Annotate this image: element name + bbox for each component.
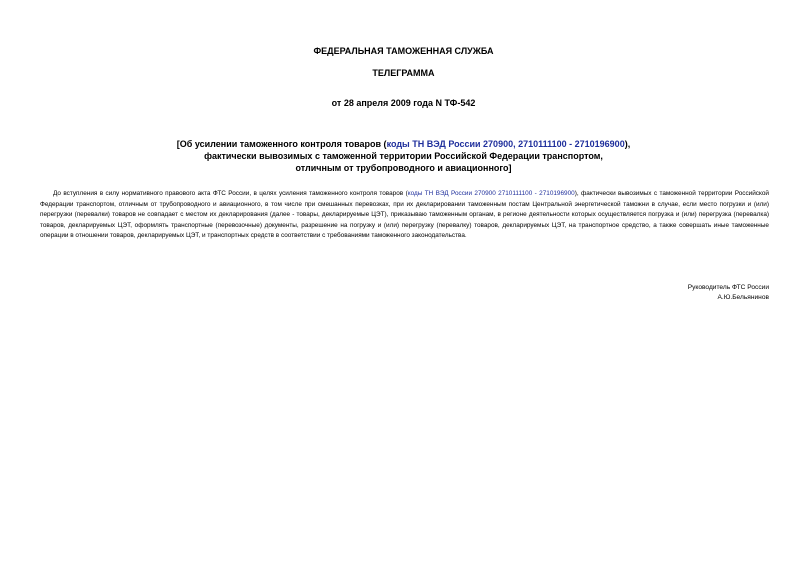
document-date-number: от 28 апреля 2009 года N ТФ-542: [331, 98, 476, 108]
document-subject: [0, 138, 807, 174]
signature-position: Руководитель ФТС России: [687, 284, 769, 291]
subject-codes-link[interactable]: коды ТН ВЭД России 270900, 2710111100 - 2710196900: [386, 139, 625, 149]
subject-line-2: фактически вывозимых с таможенной территории Российской Федерации транспортом,: [204, 151, 603, 161]
subject-prefix: [Об усилении таможенного контроля товаров (: [176, 139, 387, 149]
document-type: ТЕЛЕГРАММА: [372, 68, 435, 78]
body-part-1: До вступления в силу нормативного правового акта ФТС России, в целях усиления таможенного контроля товаров (: [53, 190, 408, 197]
subject-line-1: [0, 138, 807, 150]
signature-block: [688, 283, 769, 303]
subject-suffix: ),: [624, 139, 631, 149]
body-part-2: ), фактически вывозимых с таможенной территории Российской Федерации транспортом, отличным от трубопроводного и авиационного, в том числе при смешанных перевозках, при их декларировании таможенным постам Центральной энергетической таможни в случае, если место погрузки и (или) перегрузки (перевалки) товаров не совпадает с местом их декларирования (далее - товары, декларируемые ЦЭТ), приказываю таможенным органам, в регионе деятельности которых осуществляется погрузка и (или) перегрузка (перевалка) товаров, декларируемых ЦЭТ, оформлять транспортные (перевозочные) документы, разрешение на погрузку и (или) перегрузку (перевалку) товаров, декларируемых ЦЭТ, на транспортное средство, а также совершать иные таможенные операции в отношении товаров, декларируемых ЦЭТ, и транспортных средств в соответствии с требованиями таможенного законодательства.: [40, 190, 769, 239]
body-codes-link[interactable]: коды ТН ВЭД России 270900 2710111100 - 2710196900: [407, 190, 575, 197]
body-paragraph: [40, 189, 769, 242]
subject-line-3: отличным от трубопроводного и авиационного]: [295, 163, 512, 173]
organization-title: ФЕДЕРАЛЬНАЯ ТАМОЖЕННАЯ СЛУЖБА: [313, 46, 494, 56]
signature-name: А.Ю.Бельянинов: [717, 294, 769, 301]
